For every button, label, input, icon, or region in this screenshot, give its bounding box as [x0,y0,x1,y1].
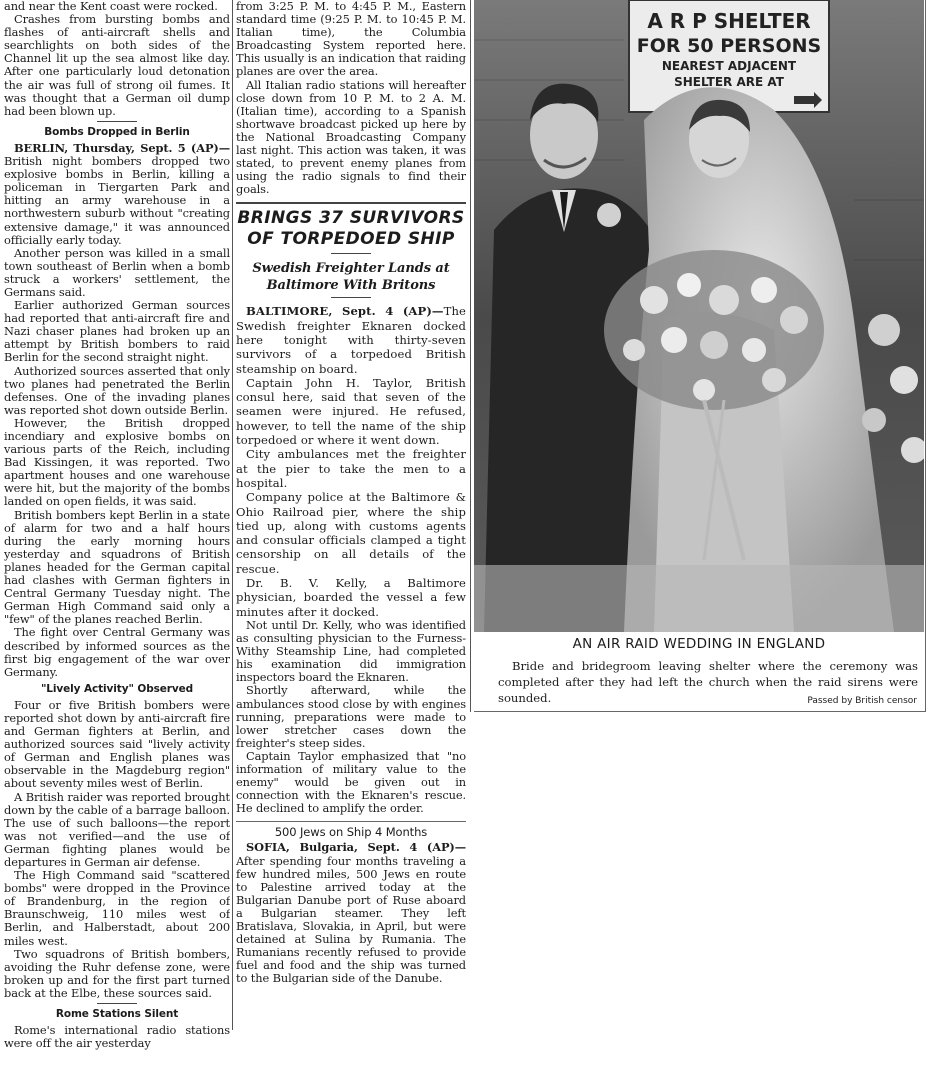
paragraph: However, the British dropped incendiary and explosive bombs on various parts of the Reich, including Bad Kissingen, it was reported. Two apartment houses and one warehouse were hit, but the majority of the bombs landed on open fields, it was said. [4,415,230,509]
paragraph: The fight over Central Germany was described by informed sources as the first big engagement of the war over Germany. [4,625,230,679]
subhead-500-jews: 500 Jews on Ship 4 Months [236,821,466,839]
dateline: SOFIA, Bulgaria, Sept. 4 (AP)— [246,840,466,855]
paragraph: from 3:25 P. M. to 4:45 P. M., Eastern standard time (9:25 P. M. to 10:45 P. M. Italian time), the Columbia Broadcasting System reported here. This usually is an indication that raiding planes are over the area. [236,0,466,79]
dateline: BALTIMORE, Sept. 4 (AP)— [246,304,444,319]
sign-line: NEAREST ADJACENT [661,59,797,73]
deck-headline: Swedish Freighter Lands at Baltimore With Britons [252,261,450,294]
paragraph: Captain Taylor emphasized that "no information of military value to the enemy" would be given out in connection with the Eknaren's rescue. He declined to amplify the order. [236,748,466,816]
article-column-2 [236,0,466,1030]
paragraph: Four or five British bombers were reported shot down by anti-aircraft fire and German fighters at Berlin, and authorized sources said "lively activity of German and English planes was observable in the Magdeburg region" about seventy miles west of Berlin. [4,697,230,791]
paragraph: Not until Dr. Kelly, who was identified as consulting physician to the Furness-Withy Steamship Line, had completed his examination did immigration inspectors board the Eknaren. [236,617,466,685]
sign-line: FOR 50 PERSONS [636,35,822,57]
subhead-rome: Rome Stations Silent [55,1008,179,1021]
dateline: BERLIN, Thursday, Sept. 5 (AP)— [14,140,230,155]
paragraph: Earlier authorized German sources had reported that anti-aircraft fire and Nazi chaser planes had broken up an attempt by British bombers to raid Berlin for the second straight night. [4,298,230,365]
divider [331,253,371,254]
article-baltimore [236,304,466,619]
divider [331,297,371,298]
sign-line: A R P SHELTER [647,9,811,33]
paragraph: Authorized sources asserted that only two planes had penetrated the Berlin defenses. One of the invading planes was reported shot down outside Berlin. [4,363,230,417]
photo-caption-text: Bride and bridegroom leaving shelter where the ceremony was completed after they had left the church when the raid sirens were sounded. [498,659,918,705]
paragraph: After spending four months traveling a few hundred miles, 500 Jews en route to Palestine arrived today at the Bulgarian Danube port of Ruse aboard a Bulgarian steamer. They left Bratislava, Slovakia, in April, but were detained at Sulina by Rumania. The Rumanians recently refused to provide fuel and food and the ship was turned to the Bulgarian side of the Danube. [236,853,466,986]
photo-credit: Passed by British censor [807,696,917,706]
divider [97,1003,137,1004]
paragraph: City ambulances met the freighter at the pier to take the men to a hospital. [236,447,466,490]
divider [97,121,137,122]
column-rule-1 [232,0,233,1030]
photo-caption-title: AN AIR RAID WEDDING IN ENGLAND [572,636,826,652]
headline: BRINGS 37 SURVIVORS OF TORPEDOED SHIP [237,208,465,250]
column-rule-2 [470,0,471,712]
paragraph: British bombers kept Berlin in a state of alarm for two and a half hours during the early morning hours yesterday and squadrons of British planes headed for the German capital had clashes with German fighters in Central Germany Tuesday night. The German High Command said only a "few" of the planes reached Berlin. [4,507,230,627]
paragraph: Rome's international radio stations were off the air yesterday [4,1023,230,1051]
wedding-photo [474,0,924,632]
paragraph: Two squadrons of British bombers, avoiding the Ruhr defense zone, were broken up and for the first part turned back at the Elbe, these sources said. [4,946,230,1000]
headline-block [236,202,466,298]
photo-block [474,0,926,712]
subhead-berlin: Bombs Dropped in Berlin [44,125,190,138]
article-column-1 [4,0,230,1080]
wedding-photo-image [474,0,924,632]
paragraph: The Swedish freighter Eknaren docked here tonight with thirty-seven survivors of a torpedoed British steamship on board. [236,304,466,376]
paragraph: British night bombers dropped two explosive bombs in Berlin, killing a policeman in Tiergarten Park and hitting an army warehouse in a northwestern suburb without "creating extensive damage," it was announced officially early today. [4,154,230,247]
subhead-lively-activity: "Lively Activity" Observed [40,682,194,695]
paragraph: Captain John H. Taylor, British consul here, said that seven of the seamen were injured. He refused, however, to tell the name of the ship torpedoed or where it went down. [236,375,466,448]
paragraph: Shortly afterward, while the ambulances stood close by with engines running, preparations were made to lower stretcher cases down the freighter's steep sides. [236,683,466,750]
paragraph: Dr. B. V. Kelly, a Baltimore physician, boarded the vessel a few minutes after it docked. [236,576,466,619]
paragraph: Another person was killed in a small town southeast of Berlin when a bomb struck a workers' settlement, the Germans said. [4,245,230,299]
paragraph: A British raider was reported brought down by the cable of a barrage balloon. The use of such balloons—the report was not verified—and the use of German fighting planes would be departures in German air defense. [4,789,230,869]
paragraph: The High Command said "scattered bombs" were dropped in the Province of Brandenburg, in the region of Braunschweig, 110 miles west of Berlin, and Halberstadt, about 200 miles west. [4,868,230,948]
sign-line: SHELTER ARE AT [674,75,784,89]
paragraph: All Italian radio stations will hereafter close down from 10 P. M. to 2 A. M. (Italian time), according to a Spanish shortwave broadcast picked up here by the National Broadcasting Company last night. This action was taken, it was stated, to prevent enemy planes from using the radio signals to find their goals. [236,77,466,197]
paragraph: and near the Kent coast were rocked. [4,0,218,13]
paragraph: Company police at the Baltimore & Ohio Railroad pier, where the ship tied up, along with customs agents and consular officials clamped a tight censorship on all details of the rescue. [236,490,466,576]
paragraph: Crashes from bursting bombs and flashes of anti-aircraft shells and searchlights on both sides of the Channel lit up the sea almost like day. After one particularly loud detonation the air was full of strong oil fumes. It was thought that a German oil dump had been blown up. [4,12,230,118]
